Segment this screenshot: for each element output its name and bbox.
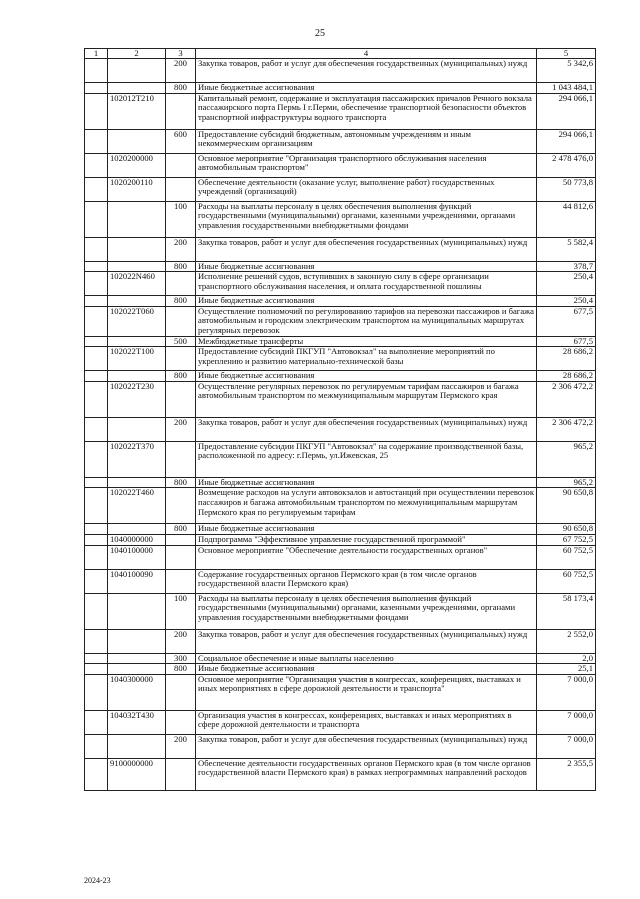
name-cell: Расходы на выплаты персоналу в целях обеспечения выполнения функций государственными (муниципальными) органами, казенными учреждениями, органами управления государственными внебюджетными фондами <box>196 593 537 629</box>
amount-cell: 677,5 <box>537 306 596 336</box>
table-row <box>85 758 596 790</box>
blank-cell <box>85 306 108 336</box>
table-row <box>85 336 596 347</box>
amount-cell: 294 066,1 <box>537 129 596 153</box>
name-cell: Иные бюджетные ассигнования <box>196 524 537 535</box>
table-row <box>85 664 596 675</box>
footer-code: 2024-23 <box>84 876 111 885</box>
code-cell: 102022Т060 <box>108 306 166 336</box>
code-cell: 102022Т100 <box>108 347 166 371</box>
amount-cell: 965,2 <box>537 441 596 477</box>
code-cell: 1020200000 <box>108 153 166 177</box>
blank-cell <box>85 477 108 488</box>
table-row <box>85 653 596 664</box>
table-row <box>85 93 596 129</box>
amount-cell: 60 752,5 <box>537 545 596 569</box>
name-cell: Организация участия в конгрессах, конференциях, выставках и иных мероприятиях в сфере дорожной деятельности и транспорта <box>196 710 537 734</box>
page-number: 25 <box>315 28 325 39</box>
table-row <box>85 177 596 201</box>
name-cell: Подпрограмма "Эффективное управление государственной программой" <box>196 534 537 545</box>
code-cell <box>108 417 166 441</box>
header-col-2: 2 <box>108 49 166 59</box>
blank-cell <box>85 177 108 201</box>
name-cell: Социальное обеспечение и иные выплаты населению <box>196 653 537 664</box>
code-cell <box>108 129 166 153</box>
expense-type-cell <box>166 441 196 477</box>
blank-cell <box>85 153 108 177</box>
expense-type-cell <box>166 674 196 710</box>
blank-cell <box>85 441 108 477</box>
expense-type-cell: 200 <box>166 629 196 653</box>
code-cell: 1040300000 <box>108 674 166 710</box>
amount-cell: 7 000,0 <box>537 734 596 758</box>
table-body <box>85 59 596 791</box>
amount-cell: 60 752,5 <box>537 569 596 593</box>
table-row <box>85 59 596 83</box>
code-cell: 1040000000 <box>108 534 166 545</box>
header-row <box>85 49 596 59</box>
amount-cell: 294 066,1 <box>537 93 596 129</box>
code-cell: 102012Т210 <box>108 93 166 129</box>
table-row <box>85 371 596 382</box>
code-cell <box>108 83 166 94</box>
table-row <box>85 261 596 272</box>
code-cell: 104032Т430 <box>108 710 166 734</box>
amount-cell: 90 650,8 <box>537 488 596 524</box>
table-row <box>85 569 596 593</box>
amount-cell: 250,4 <box>537 272 596 296</box>
amount-cell: 28 686,2 <box>537 371 596 382</box>
expense-type-cell: 800 <box>166 83 196 94</box>
blank-cell <box>85 129 108 153</box>
expense-type-cell <box>166 347 196 371</box>
expense-type-cell <box>166 488 196 524</box>
expense-type-cell <box>166 177 196 201</box>
name-cell: Содержание государственных органов Пермского края (в том числе органов государственной власти Пермского края) <box>196 569 537 593</box>
expense-type-cell: 100 <box>166 201 196 237</box>
amount-cell: 90 650,8 <box>537 524 596 535</box>
expense-type-cell <box>166 381 196 417</box>
name-cell: Закупка товаров, работ и услуг для обеспечения государственных (муниципальных) нужд <box>196 237 537 261</box>
name-cell: Закупка товаров, работ и услуг для обеспечения государственных (муниципальных) нужд <box>196 59 537 83</box>
amount-cell: 50 773,8 <box>537 177 596 201</box>
name-cell: Осуществление полномочий по регулированию тарифов на перевозки пассажиров и багажа автомобильным и городским электрическим транспортом на муниципальных маршрутах регулярных перевозок <box>196 306 537 336</box>
expense-type-cell: 800 <box>166 664 196 675</box>
code-cell <box>108 336 166 347</box>
table-row <box>85 201 596 237</box>
code-cell <box>108 477 166 488</box>
header-col-4: 4 <box>196 49 537 59</box>
table-row <box>85 441 596 477</box>
code-cell <box>108 296 166 307</box>
amount-cell: 67 752,5 <box>537 534 596 545</box>
blank-cell <box>85 758 108 790</box>
table-row <box>85 153 596 177</box>
amount-cell: 2 478 476,0 <box>537 153 596 177</box>
code-cell: 102022N460 <box>108 272 166 296</box>
name-cell: Закупка товаров, работ и услуг для обеспечения государственных (муниципальных) нужд <box>196 734 537 758</box>
code-cell <box>108 524 166 535</box>
code-cell <box>108 201 166 237</box>
expense-type-cell: 100 <box>166 593 196 629</box>
amount-cell: 2 355,5 <box>537 758 596 790</box>
expense-type-cell: 800 <box>166 261 196 272</box>
code-cell <box>108 237 166 261</box>
amount-cell: 2 306 472,2 <box>537 381 596 417</box>
amount-cell: 5 342,6 <box>537 59 596 83</box>
name-cell: Обеспечение деятельности (оказание услуг, выполнение работ) государственных учреждений (организаций) <box>196 177 537 201</box>
name-cell: Основное мероприятие "Организация участия в конгрессах, конференциях, выставках и иных мероприятиях в сфере дорожной деятельности и транспорта" <box>196 674 537 710</box>
expense-type-cell: 200 <box>166 734 196 758</box>
blank-cell <box>85 488 108 524</box>
blank-cell <box>85 653 108 664</box>
expense-type-cell <box>166 545 196 569</box>
code-cell <box>108 371 166 382</box>
name-cell: Иные бюджетные ассигнования <box>196 477 537 488</box>
table-row <box>85 488 596 524</box>
blank-cell <box>85 545 108 569</box>
blank-cell <box>85 674 108 710</box>
name-cell: Межбюджетные трансферты <box>196 336 537 347</box>
name-cell: Предоставление субсидий бюджетным, автономным учреждениям и иным некоммерческим организациям <box>196 129 537 153</box>
code-cell: 102022Т460 <box>108 488 166 524</box>
code-cell: 102022Т230 <box>108 381 166 417</box>
name-cell: Капитальный ремонт, содержание и эксплуатация пассажирских причалов Речного вокзала пассажирского порта Пермь I г.Перми, обеспечение транспортной безопасности объектов транспортной инфраструктуры водного транспорта <box>196 93 537 129</box>
table-row <box>85 296 596 307</box>
blank-cell <box>85 296 108 307</box>
amount-cell: 965,2 <box>537 477 596 488</box>
amount-cell: 28 686,2 <box>537 347 596 371</box>
blank-cell <box>85 201 108 237</box>
name-cell: Закупка товаров, работ и услуг для обеспечения государственных (муниципальных) нужд <box>196 629 537 653</box>
code-cell: 1020200110 <box>108 177 166 201</box>
amount-cell: 58 173,4 <box>537 593 596 629</box>
expense-type-cell: 800 <box>166 477 196 488</box>
blank-cell <box>85 381 108 417</box>
blank-cell <box>85 261 108 272</box>
code-cell <box>108 734 166 758</box>
expense-type-cell: 200 <box>166 59 196 83</box>
blank-cell <box>85 664 108 675</box>
blank-cell <box>85 569 108 593</box>
expense-type-cell: 600 <box>166 129 196 153</box>
table-row <box>85 347 596 371</box>
name-cell: Иные бюджетные ассигнования <box>196 83 537 94</box>
code-cell <box>108 664 166 675</box>
expense-type-cell <box>166 534 196 545</box>
table-row <box>85 593 596 629</box>
blank-cell <box>85 83 108 94</box>
table-row <box>85 734 596 758</box>
expense-type-cell <box>166 758 196 790</box>
blank-cell <box>85 534 108 545</box>
expense-type-cell: 200 <box>166 417 196 441</box>
amount-cell: 677,5 <box>537 336 596 347</box>
blank-cell <box>85 272 108 296</box>
blank-cell <box>85 710 108 734</box>
code-cell: 1040100090 <box>108 569 166 593</box>
code-cell: 1040100000 <box>108 545 166 569</box>
table-row <box>85 272 596 296</box>
expense-type-cell <box>166 272 196 296</box>
expense-type-cell <box>166 569 196 593</box>
header-col-3: 3 <box>166 49 196 59</box>
code-cell <box>108 629 166 653</box>
table-row <box>85 83 596 94</box>
amount-cell: 7 000,0 <box>537 710 596 734</box>
table-row <box>85 477 596 488</box>
name-cell: Иные бюджетные ассигнования <box>196 371 537 382</box>
table-row <box>85 381 596 417</box>
expense-type-cell <box>166 93 196 129</box>
amount-cell: 378,7 <box>537 261 596 272</box>
table-row <box>85 237 596 261</box>
blank-cell <box>85 237 108 261</box>
expense-type-cell <box>166 306 196 336</box>
expense-type-cell: 500 <box>166 336 196 347</box>
blank-cell <box>85 417 108 441</box>
code-cell <box>108 261 166 272</box>
table-row <box>85 306 596 336</box>
table-row <box>85 129 596 153</box>
amount-cell: 25,1 <box>537 664 596 675</box>
table-row <box>85 629 596 653</box>
name-cell: Предоставление субсидии ПКГУП "Автовокзал" на содержание производственной базы, расположенной по адресу: г.Пермь, ул.Ижевская, 25 <box>196 441 537 477</box>
table-row <box>85 417 596 441</box>
amount-cell: 2 306 472,2 <box>537 417 596 441</box>
expense-type-cell: 800 <box>166 524 196 535</box>
table-row <box>85 524 596 535</box>
expense-type-cell: 800 <box>166 296 196 307</box>
blank-cell <box>85 336 108 347</box>
blank-cell <box>85 347 108 371</box>
name-cell: Иные бюджетные ассигнования <box>196 261 537 272</box>
code-cell <box>108 59 166 83</box>
table-row <box>85 710 596 734</box>
name-cell: Расходы на выплаты персоналу в целях обеспечения выполнения функций государственными (муниципальными) органами, казенными учреждениями, органами управления государственными внебюджетными фондами <box>196 201 537 237</box>
header-col-5: 5 <box>537 49 596 59</box>
code-cell <box>108 653 166 664</box>
name-cell: Предоставление субсидий ПКГУП "Автовокзал" на выполнение мероприятий по укреплению и развитию материально-технической базы <box>196 347 537 371</box>
code-cell: 9100000000 <box>108 758 166 790</box>
amount-cell: 44 812,6 <box>537 201 596 237</box>
expense-type-cell: 200 <box>166 237 196 261</box>
name-cell: Иные бюджетные ассигнования <box>196 296 537 307</box>
name-cell: Иные бюджетные ассигнования <box>196 664 537 675</box>
name-cell: Обеспечение деятельности государственных органов Пермского края (в том числе органов государственной власти Пермского края) в рамках непрограммных направлений расходов <box>196 758 537 790</box>
blank-cell <box>85 59 108 83</box>
amount-cell: 1 043 484,1 <box>537 83 596 94</box>
budget-table <box>84 48 596 791</box>
blank-cell <box>85 734 108 758</box>
blank-cell <box>85 524 108 535</box>
name-cell: Закупка товаров, работ и услуг для обеспечения государственных (муниципальных) нужд <box>196 417 537 441</box>
expense-type-cell <box>166 710 196 734</box>
blank-cell <box>85 629 108 653</box>
name-cell: Возмещение расходов на услуги автовокзалов и автостанций при осуществлении перевозок пассажиров и багажа автомобильным транспортом по межмуниципальным маршрутам Пермского края по регулируемым тарифам <box>196 488 537 524</box>
name-cell: Основное мероприятие "Организация транспортного обслуживания населения автомобильным транспортом" <box>196 153 537 177</box>
expense-type-cell <box>166 153 196 177</box>
code-cell: 102022Т370 <box>108 441 166 477</box>
code-cell <box>108 593 166 629</box>
amount-cell: 2 552,0 <box>537 629 596 653</box>
table-row <box>85 534 596 545</box>
name-cell: Основное мероприятие "Обеспечение деятельности государственных органов" <box>196 545 537 569</box>
blank-cell <box>85 593 108 629</box>
blank-cell <box>85 371 108 382</box>
header-col-1: 1 <box>85 49 108 59</box>
name-cell: Исполнение решений судов, вступивших в законную силу в сфере организации транспортного обслуживания населения, и оплата государственной пошлины <box>196 272 537 296</box>
expense-type-cell: 800 <box>166 371 196 382</box>
amount-cell: 250,4 <box>537 296 596 307</box>
expense-type-cell: 300 <box>166 653 196 664</box>
amount-cell: 2,0 <box>537 653 596 664</box>
table-row <box>85 674 596 710</box>
blank-cell <box>85 93 108 129</box>
table-row <box>85 545 596 569</box>
amount-cell: 7 000,0 <box>537 674 596 710</box>
amount-cell: 5 582,4 <box>537 237 596 261</box>
name-cell: Осуществление регулярных перевозок по регулируемым тарифам пассажиров и багажа автомобильным транспортом по межмуниципальным маршрутам Пермского края <box>196 381 537 417</box>
